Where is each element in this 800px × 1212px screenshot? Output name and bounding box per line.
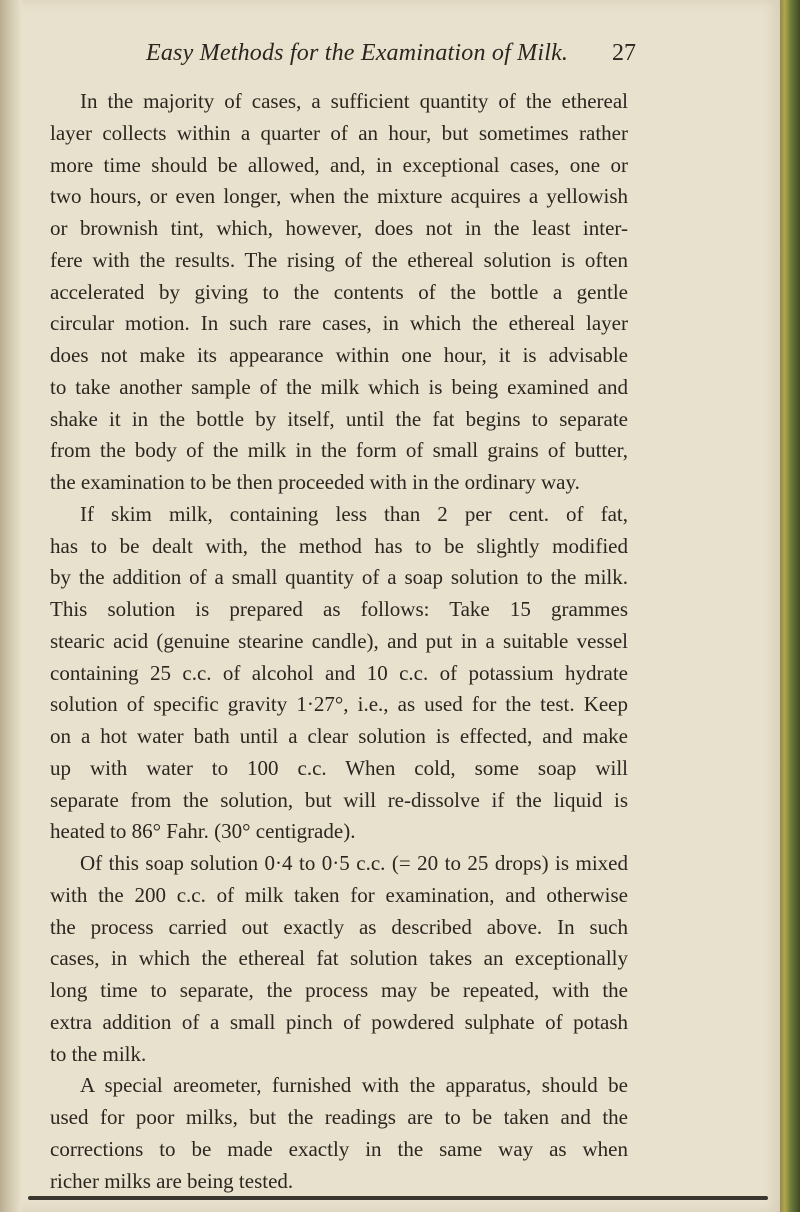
text-line: fere with the results. The rising of the ethereal solution is often <box>50 247 628 272</box>
text-line: cases, in which the ethereal fat solution takes an exceptionally <box>50 946 628 971</box>
text-line: extra addition of a small pinch of powdered sulphate of potash <box>50 1009 628 1034</box>
page-gutter-shadow <box>0 0 22 1212</box>
text-line: the process carried out exactly as described above. In such <box>50 914 628 939</box>
text-line: containing 25 c.c. of alcohol and 10 c.c. of potassium hydrate <box>50 660 628 685</box>
text-line: or brownish tint, which, however, does not in the least inter- <box>50 216 628 240</box>
running-title: Easy Methods for the Examination of Milk. <box>146 40 569 66</box>
page-header <box>0 38 780 78</box>
text-line: two hours, or even longer, when the mixture acquires a yellowish <box>50 184 628 209</box>
text-line: This solution is prepared as follows: Take 15 grammes <box>50 597 628 621</box>
text-line: richer milks are being tested. <box>50 1168 294 1193</box>
text-line: does not make its appearance within one hour, it is advisable <box>50 343 628 367</box>
text-line: separate from the solution, but will re-dissolve if the liquid is <box>50 787 628 812</box>
bottom-rule <box>28 1196 768 1200</box>
text-line: has to be dealt with, the method has to be slightly modified <box>50 533 628 558</box>
text-line: more time should be allowed, and, in exceptional cases, one or <box>50 152 628 177</box>
text-line: on a hot water bath until a clear solution is effected, and make <box>50 724 628 748</box>
text-line: A special areometer, furnished with the apparatus, should be <box>80 1073 628 1098</box>
text-line: solution of specific gravity 1·27°, i.e., as used for the test. Keep <box>50 692 628 717</box>
text-line: up with water to 100 c.c. When cold, some soap will <box>50 755 628 780</box>
text-line: to take another sample of the milk which is being examined and <box>50 374 628 399</box>
text-line: long time to separate, the process may be repeated, with the <box>50 978 628 1002</box>
text-line: layer collects within a quarter of an hour, but sometimes rather <box>50 120 628 145</box>
page-number: 27 <box>612 40 636 66</box>
text-line: with the 200 c.c. of milk taken for examination, and otherwise <box>50 882 628 907</box>
text-line: In the majority of cases, a sufficient quantity of the ethereal <box>80 89 628 113</box>
text-line: accelerated by giving to the contents of the bottle a gentle <box>50 279 628 304</box>
text-line: the examination to be then proceeded with in the ordinary way. <box>50 470 580 494</box>
text-line: heated to 86° Fahr. (30° centigrade). <box>50 819 356 844</box>
book-edge <box>780 0 800 1212</box>
text-line: by the addition of a small quantity of a soap solution to the milk. <box>50 565 628 590</box>
text-line: Of this soap solution 0·4 to 0·5 c.c. (= 20 to 25 drops) is mixed <box>80 851 628 875</box>
text-line: stearic acid (genuine stearine candle), and put in a suitable vessel <box>50 628 628 653</box>
text-line: to the milk. <box>50 1041 147 1066</box>
body-text <box>50 86 628 1197</box>
text-line: from the body of the milk in the form of small grains of butter, <box>50 438 628 463</box>
text-line: corrections to be made exactly in the same way as when <box>50 1136 628 1161</box>
text-line: shake it in the bottle by itself, until the fat begins to separate <box>50 406 628 431</box>
text-line: circular motion. In such rare cases, in which the ethereal layer <box>50 311 628 336</box>
text-line: If skim milk, containing less than 2 per cent. of fat, <box>80 501 628 526</box>
text-line: used for poor milks, but the readings are to be taken and the <box>50 1105 628 1129</box>
